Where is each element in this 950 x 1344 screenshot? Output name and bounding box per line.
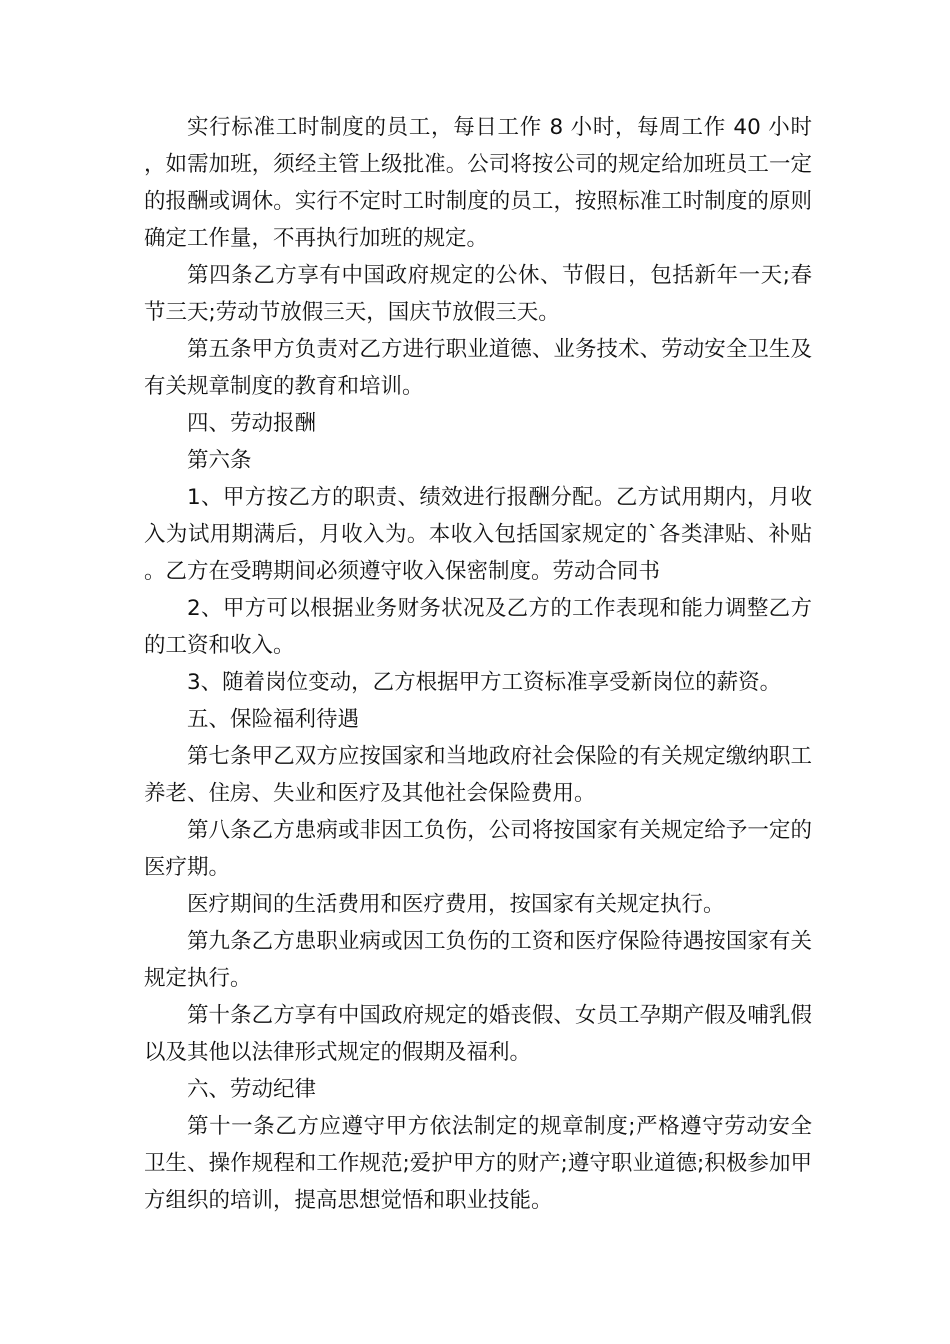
paragraph-article-8: 第八条乙方患病或非因工负伤，公司将按国家有关规定给予一定的医疗期。 <box>144 818 812 880</box>
document-body <box>144 109 812 1219</box>
section-heading-discipline: 六、劳动纪律 <box>187 1077 317 1102</box>
paragraph-article-5: 第五条甲方负责对乙方进行职业道德、业务技术、劳动安全卫生及有关规章制度的教育和培训。 <box>144 337 812 399</box>
paragraph-article-7: 第七条甲乙双方应按国家和当地政府社会保险的有关规定缴纳职工养老、住房、失业和医疗及其他社会保险费用。 <box>144 744 812 806</box>
paragraph-article-6-item-3: 3、随着岗位变动，乙方根据甲方工资标准享受新岗位的薪资。 <box>187 670 782 695</box>
paragraph-article-6-item-1: 1、甲方按乙方的职责、绩效进行报酬分配。乙方试用期内，月收入为试用期满后，月收入为。本收入包括国家规定的`各类津贴、补贴。乙方在受聘期间必须遵守收入保密制度。劳动合同书 <box>144 485 812 584</box>
paragraph-article-4: 第四条乙方享有中国政府规定的公休、节假日，包括新年一天;春节三天;劳动节放假三天，国庆节放假三天。 <box>144 263 812 325</box>
paragraph-article-9: 第九条乙方患职业病或因工负伤的工资和医疗保险待遇按国家有关规定执行。 <box>144 929 812 991</box>
section-heading-remuneration: 四、劳动报酬 <box>187 411 317 436</box>
paragraph-working-hours: 实行标准工时制度的员工，每日工作 8 小时，每周工作 40 小时，如需加班，须经主管上级批准。公司将按公司的规定给加班员工一定的报酬或调休。实行不定时工时制度的员工，按照标准工时制度的原则确定工作量，不再执行加班的规定。 <box>144 115 812 251</box>
paragraph-article-11: 第十一条乙方应遵守甲方依法制定的规章制度;严格遵守劳动安全卫生、操作规程和工作规范;爱护甲方的财产;遵守职业道德;积极参加甲方组织的培训，提高思想觉悟和职业技能。 <box>144 1114 812 1213</box>
paragraph-article-6-item-2: 2、甲方可以根据业务财务状况及乙方的工作表现和能力调整乙方的工资和收入。 <box>144 596 812 658</box>
paragraph-medical-period: 医疗期间的生活费用和医疗费用，按国家有关规定执行。 <box>187 892 725 917</box>
paragraph-article-10: 第十条乙方享有中国政府规定的婚丧假、女员工孕期产假及哺乳假以及其他以法律形式规定的假期及福利。 <box>144 1003 812 1065</box>
section-heading-insurance: 五、保险福利待遇 <box>187 707 360 732</box>
paragraph-article-6: 第六条 <box>187 448 252 473</box>
